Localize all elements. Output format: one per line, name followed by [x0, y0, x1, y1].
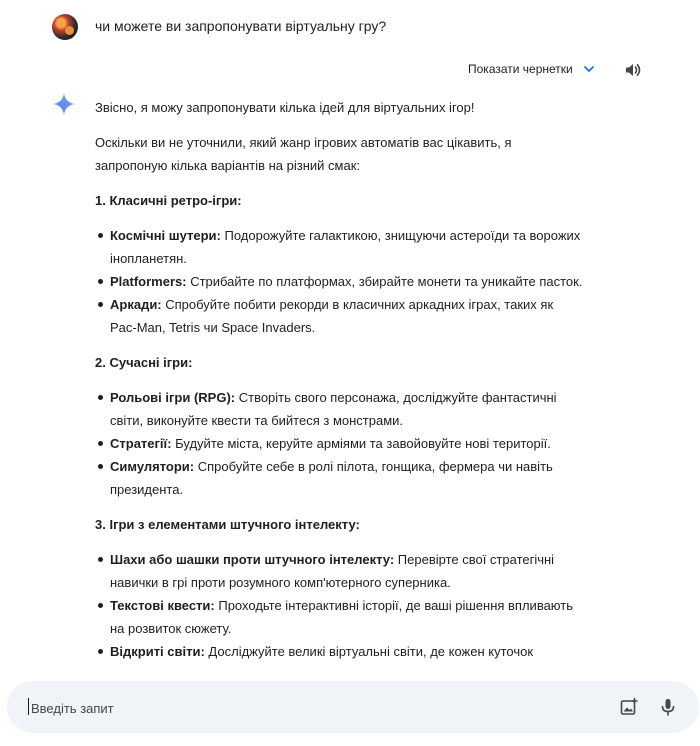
item-term: Космічні шутери: [110, 228, 221, 243]
mic-icon[interactable] [658, 697, 678, 717]
item-text: Будуйте міста, керуйте арміями та завойовуйте нові території. [171, 436, 551, 451]
list-item [110, 270, 615, 293]
item-text: на розвиток сюжету. [110, 621, 232, 636]
section-list [95, 224, 615, 339]
list-item [110, 432, 615, 455]
item-term: Симулятори: [110, 459, 195, 474]
item-text: навички в грі проти розумного комп'ютерного суперника. [110, 575, 451, 590]
section-title: 3. Ігри з елементами штучного інтелекту: [95, 517, 360, 532]
item-text: Спробуйте себе в ролі пілота, гонщика, фермера чи навіть [194, 459, 553, 474]
section-title: 2. Сучасні ігри: [95, 355, 193, 370]
list-item [110, 640, 615, 663]
response-lead-line: запропоную кілька варіантів на різний смак: [95, 158, 361, 173]
list-item [110, 386, 615, 432]
item-term: Рольові ігри (RPG): [110, 390, 236, 405]
response-intro: Звісно, я можу запропонувати кілька ідей для віртуальних ігор! [95, 100, 475, 115]
item-text: Pac-Man, Tetris чи Space Invaders. [110, 320, 316, 335]
item-text: президента. [110, 482, 184, 497]
item-term: Текстові квести: [110, 598, 215, 613]
assistant-response [95, 96, 615, 675]
image-upload-icon[interactable] [619, 697, 639, 717]
user-prompt-text: чи можете ви запропонувати віртуальну гру? [95, 18, 387, 34]
response-lead-line: Оскільки ви не уточнили, який жанр ігрових автоматів вас цікавить, я [95, 135, 512, 150]
list-item [110, 594, 615, 640]
item-term: Platformers: [110, 274, 187, 289]
item-text: інопланетян. [110, 251, 187, 266]
list-item [110, 293, 615, 339]
item-text: світи, виконуйте квести та бийтеся з монстрами. [110, 413, 404, 428]
item-text: Стрибайте по платформах, збирайте монети та уникайте пасток. [186, 274, 583, 289]
list-item [110, 548, 615, 594]
gemini-sparkle-icon [52, 92, 76, 116]
prompt-input[interactable] [29, 697, 593, 719]
show-drafts-button[interactable] [468, 62, 595, 76]
list-item [110, 224, 615, 270]
item-text: Спробуйте побити рекорди в класичних аркадних іграх, таких як [161, 297, 554, 312]
item-text: Перевірте свої стратегічні [394, 552, 555, 567]
item-text: Створіть свого персонажа, досліджуйте фантастичні [235, 390, 557, 405]
speaker-icon[interactable] [623, 60, 643, 80]
prompt-bar [7, 681, 699, 733]
item-term: Стратегії: [110, 436, 172, 451]
section-list [95, 386, 615, 501]
list-item [110, 455, 615, 501]
show-drafts-label: Показати чернетки [468, 62, 573, 76]
section-title: 1. Класичні ретро-ігри: [95, 193, 242, 208]
response-lead [95, 131, 615, 177]
section-list [95, 548, 615, 663]
user-avatar[interactable] [52, 14, 78, 40]
item-term: Відкриті світи: [110, 644, 205, 659]
item-text: Досліджуйте великі віртуальні світи, де кожен куточок [204, 644, 534, 659]
item-text: Подорожуйте галактикою, знищуючи астероїди та ворожих [220, 228, 581, 243]
chevron-down-icon [583, 63, 595, 75]
item-term: Аркади: [110, 297, 162, 312]
text-caret [28, 698, 29, 715]
item-text: Проходьте інтерактивні історії, де ваші рішення впливають [214, 598, 573, 613]
item-term: Шахи або шашки проти штучного інтелекту: [110, 552, 395, 567]
user-message [52, 13, 387, 41]
